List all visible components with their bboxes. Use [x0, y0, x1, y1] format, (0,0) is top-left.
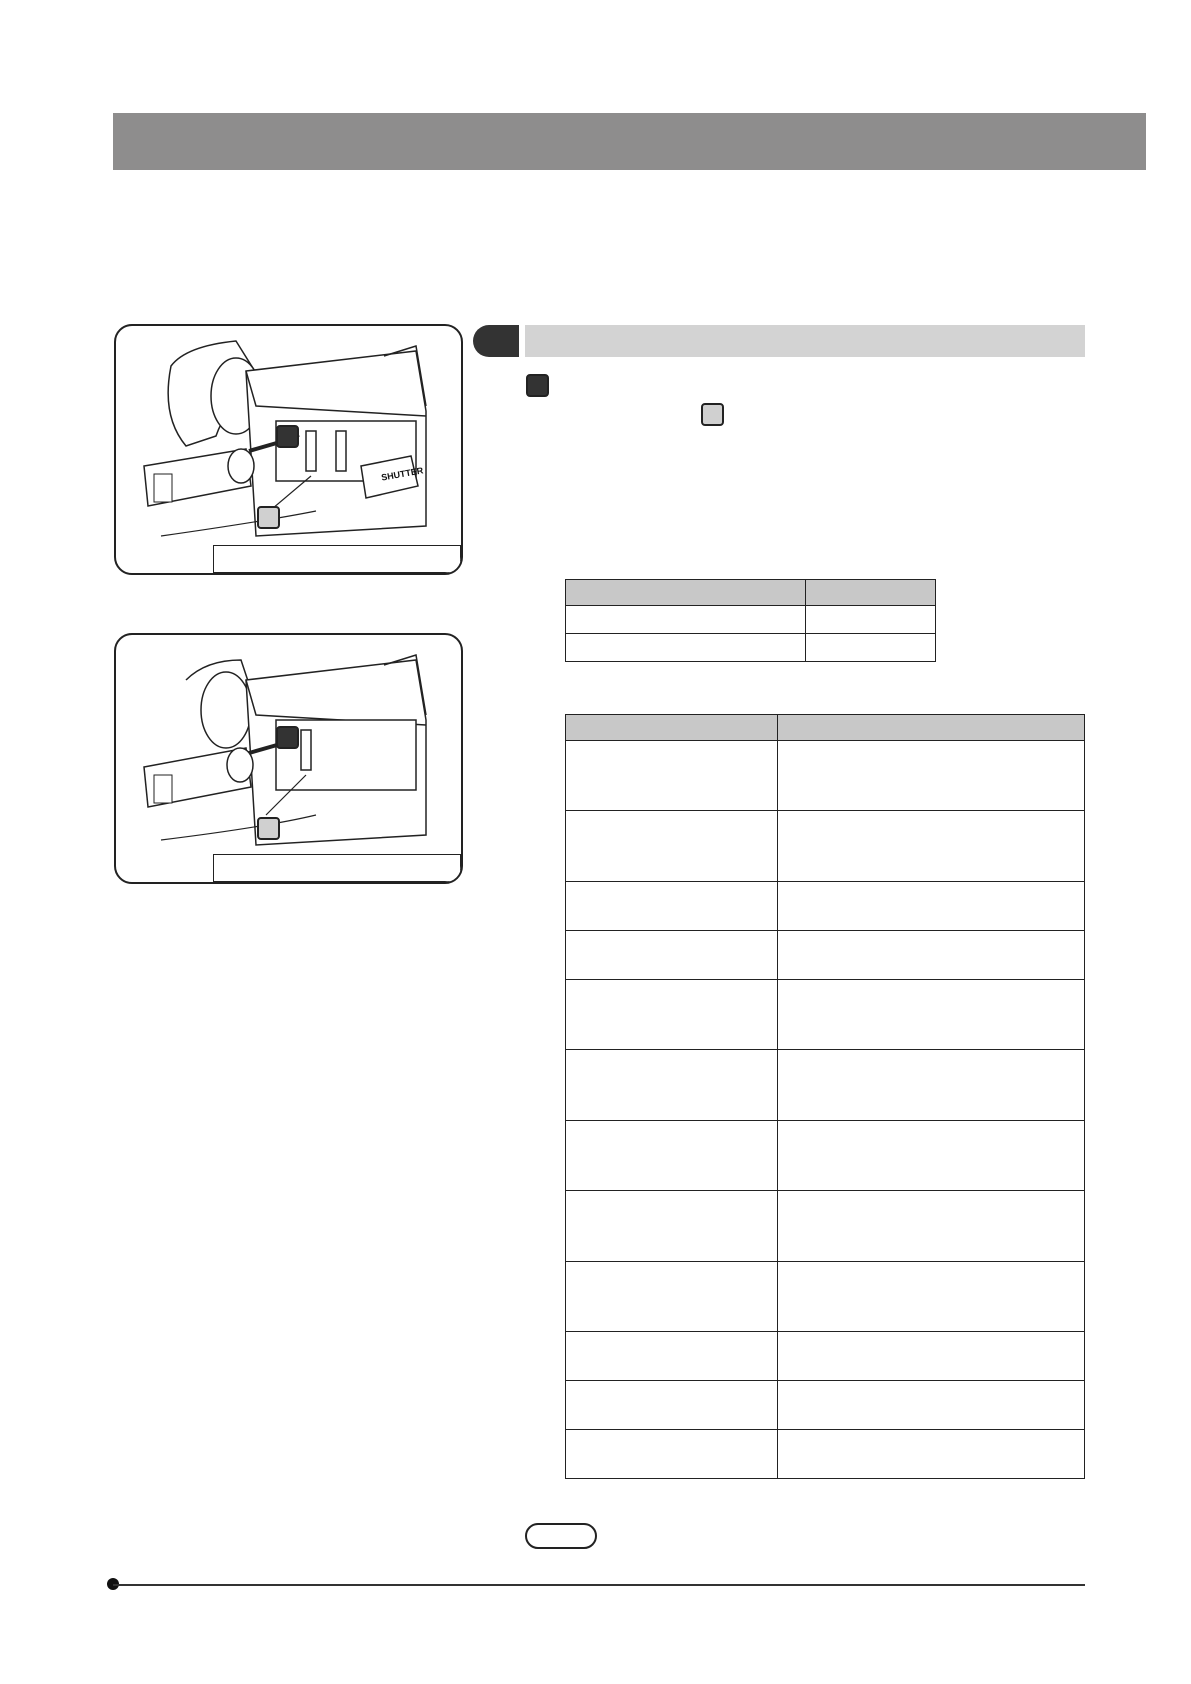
table-row	[566, 980, 1085, 1050]
table-cell	[566, 1262, 778, 1332]
table-cell	[566, 980, 778, 1050]
table-cell	[566, 741, 778, 811]
table-cell	[778, 931, 1085, 980]
slider-drawing	[144, 449, 254, 506]
table-row	[566, 634, 936, 662]
figure2-callout-light	[257, 817, 280, 840]
figure-shutter-slider	[114, 324, 463, 575]
slider-insertion-illustration	[116, 635, 461, 882]
page-number-pill	[525, 1523, 597, 1549]
table-cell	[778, 1121, 1085, 1191]
table-row	[566, 606, 936, 634]
figure1-callout-dark	[276, 425, 299, 448]
table-cell	[566, 1191, 778, 1262]
figure2-caption-box	[213, 854, 461, 882]
table-cell	[566, 606, 806, 634]
table-row	[566, 741, 1085, 811]
footer-rule	[113, 1584, 1085, 1586]
table-cell	[778, 741, 1085, 811]
table-cell	[778, 1430, 1085, 1479]
table-cell	[806, 606, 936, 634]
table-header-cell	[566, 715, 778, 741]
table-header-row	[566, 715, 1085, 741]
table-row	[566, 931, 1085, 980]
table-cell	[566, 811, 778, 882]
shutter-label: SHUTTER	[380, 465, 425, 483]
table-row	[566, 811, 1085, 882]
table-cell	[566, 634, 806, 662]
table-cell	[566, 931, 778, 980]
table-cell	[778, 1050, 1085, 1121]
table-header-row	[566, 580, 936, 606]
table-cell	[778, 1262, 1085, 1332]
table-row	[566, 1430, 1085, 1479]
table-cell	[566, 1430, 778, 1479]
table-cell	[566, 882, 778, 931]
table-cell	[566, 1050, 778, 1121]
small-table	[565, 579, 936, 662]
table-cell	[778, 811, 1085, 882]
table-row	[566, 1332, 1085, 1381]
table-cell	[566, 1332, 778, 1381]
table-cell	[778, 980, 1085, 1050]
large-table	[565, 714, 1085, 1479]
table-row	[566, 1262, 1085, 1332]
page-header-bar	[113, 113, 1146, 170]
figure2-callout-dark	[276, 726, 299, 749]
table-row	[566, 1381, 1085, 1430]
figure-slider-insertion	[114, 633, 463, 884]
section-number-pill	[473, 325, 519, 357]
table-cell	[566, 1121, 778, 1191]
table-cell	[566, 1381, 778, 1430]
table-row	[566, 882, 1085, 931]
figure1-callout-light	[257, 506, 280, 529]
table-row	[566, 1050, 1085, 1121]
step-marker-1	[526, 374, 549, 397]
table-header-cell	[778, 715, 1085, 741]
table-cell	[778, 1381, 1085, 1430]
table-cell	[778, 882, 1085, 931]
table-cell	[806, 634, 936, 662]
step-marker-callout	[701, 403, 724, 426]
table-header-cell	[806, 580, 936, 606]
shutter-slider-illustration	[116, 326, 461, 573]
table-header-cell	[566, 580, 806, 606]
table-cell	[778, 1191, 1085, 1262]
table-row	[566, 1121, 1085, 1191]
figure1-caption-box	[213, 545, 461, 573]
table-row	[566, 1191, 1085, 1262]
table-cell	[778, 1332, 1085, 1381]
section-heading-bar	[525, 325, 1085, 357]
